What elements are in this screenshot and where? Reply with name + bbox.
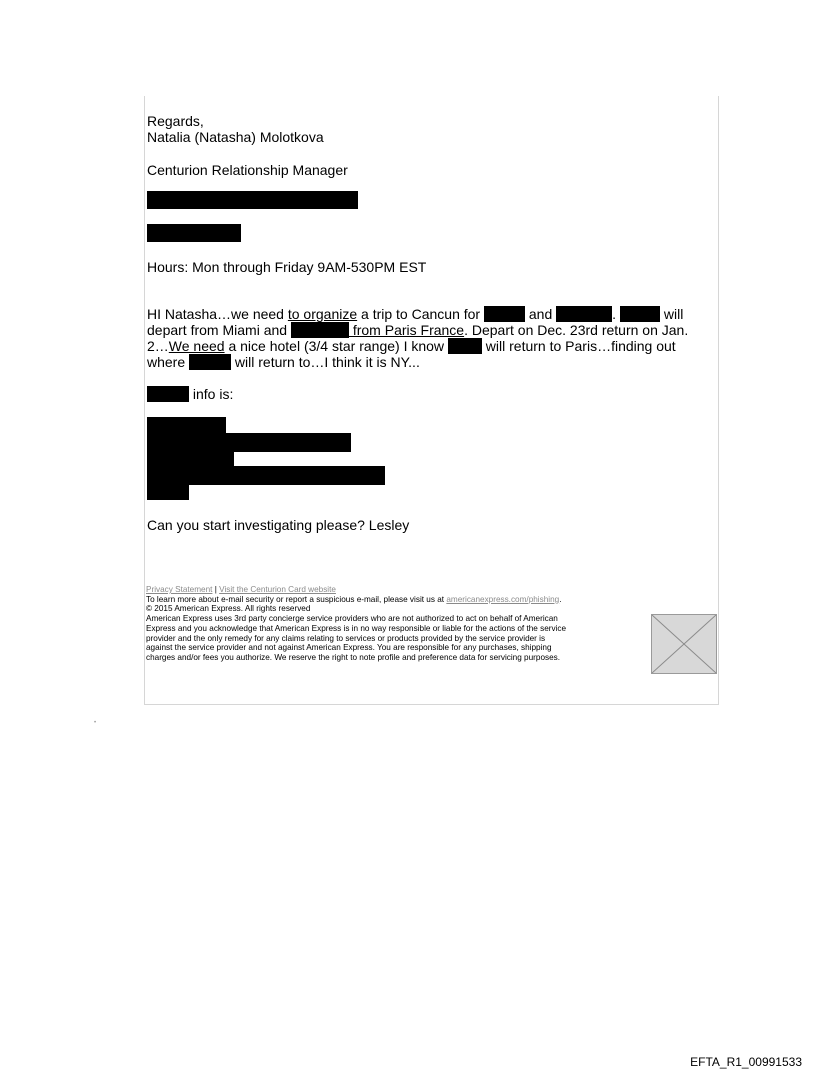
message-text: to organize bbox=[287, 306, 358, 322]
redaction-block bbox=[147, 386, 189, 402]
regards-text: Regards, bbox=[147, 113, 204, 129]
sender-title: Centurion Relationship Manager bbox=[147, 162, 348, 178]
message-text: from Paris France bbox=[348, 322, 465, 338]
disclaimer-line: American Express uses 3rd party concierge service providers who are not authorized to act on behalf of American bbox=[146, 614, 558, 624]
scan-mark: • bbox=[94, 720, 97, 726]
redaction-block bbox=[189, 354, 231, 370]
redaction-block bbox=[147, 483, 189, 500]
message-text: We need bbox=[168, 338, 225, 354]
redaction-block bbox=[556, 306, 612, 322]
disclaimer-line: provider and the only remedy for any claims relating to services or products provided by the service provider is bbox=[146, 633, 546, 643]
message-text: 2… bbox=[147, 338, 169, 354]
redaction-block bbox=[484, 306, 525, 322]
redaction-block bbox=[291, 322, 349, 338]
message-line bbox=[147, 354, 692, 370]
email-footer bbox=[146, 585, 646, 663]
info-line bbox=[147, 386, 233, 402]
message-text: a trip to Cancun for bbox=[357, 306, 484, 322]
message-line bbox=[147, 306, 692, 322]
disclaimer-line: Express and you acknowledge that American Express is in no way responsible or liable for the actions of the service bbox=[146, 623, 567, 633]
link-separator: | bbox=[212, 585, 220, 594]
copyright-text: © 2015 American Express. All rights reserved bbox=[146, 604, 311, 614]
message-text: depart from Miami and bbox=[147, 322, 291, 338]
redaction-block bbox=[147, 450, 234, 467]
message-text: HI Natasha…we need bbox=[147, 306, 288, 322]
info-label: info is: bbox=[189, 386, 234, 402]
redaction-block bbox=[147, 224, 241, 242]
office-hours: Hours: Mon through Friday 9AM-530PM EST bbox=[147, 259, 427, 275]
message-line bbox=[147, 322, 692, 338]
message-text: a nice hotel (3/4 star range) I know bbox=[224, 338, 448, 354]
security-notice: To learn more about e-mail security or report a suspicious e-mail, please visit us at bbox=[146, 594, 447, 604]
phishing-link[interactable]: americanexpress.com/phishing bbox=[446, 594, 560, 604]
redaction-block bbox=[620, 306, 660, 322]
message-text: will bbox=[660, 306, 684, 322]
broken-image-icon bbox=[651, 614, 717, 674]
document-id: EFTA_R1_00991533 bbox=[690, 1055, 802, 1069]
message-body bbox=[147, 306, 692, 370]
sender-name: Natalia (Natasha) Molotkova bbox=[147, 129, 324, 145]
message-text: where bbox=[147, 354, 190, 370]
disclaimer-line: against the service provider and not against American Express. You are responsible for any purchases, shipping bbox=[146, 643, 552, 653]
redaction-block bbox=[147, 191, 358, 209]
security-notice-end: . bbox=[559, 594, 562, 604]
redaction-block bbox=[448, 338, 482, 354]
centurion-website-link[interactable]: Visit the Centurion Card website bbox=[219, 585, 336, 594]
closing-text: Can you start investigating please? Lesley bbox=[147, 517, 410, 533]
disclaimer-line: charges and/or fees you authorize. We reserve the right to note profile and preference data for servicing purposes. bbox=[146, 652, 561, 662]
privacy-statement-link[interactable]: Privacy Statement bbox=[146, 585, 213, 594]
message-text: . bbox=[612, 306, 617, 322]
message-text: and bbox=[524, 306, 557, 322]
message-text: . Depart on Dec. 23rd return on Jan. bbox=[464, 322, 689, 338]
message-text: will return to…I think it is NY... bbox=[231, 354, 420, 370]
message-text: will return to Paris…finding out bbox=[481, 338, 676, 354]
message-line bbox=[147, 338, 692, 354]
